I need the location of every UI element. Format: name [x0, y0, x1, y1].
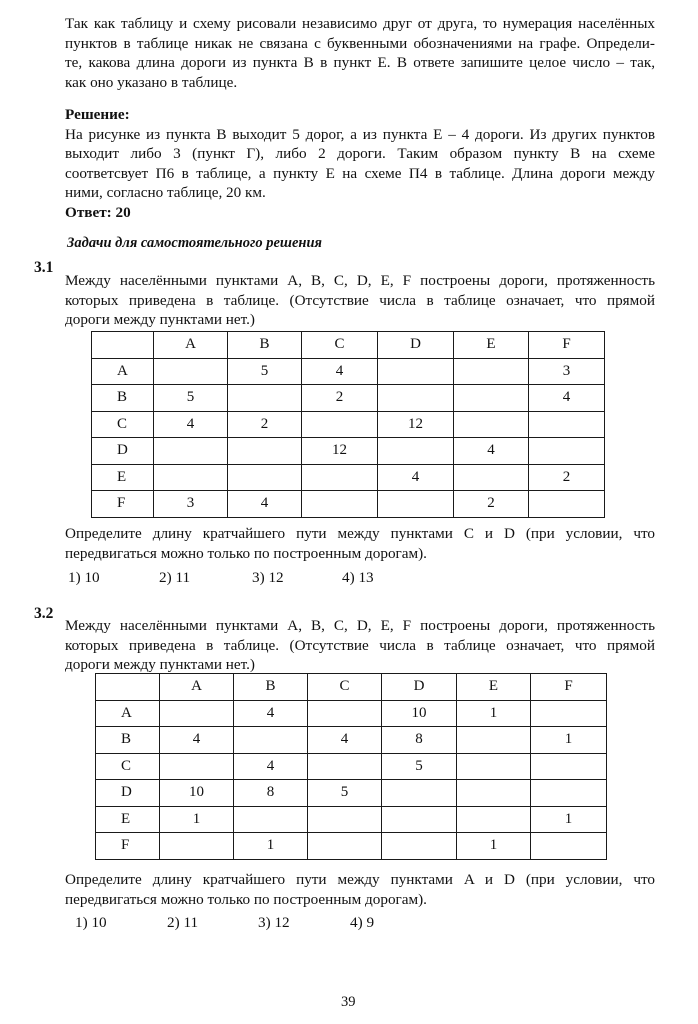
distance-cell: [454, 385, 529, 412]
task-question: [65, 524, 655, 563]
answer-option[interactable]: 2) 11: [159, 569, 191, 586]
distance-cell: [302, 411, 378, 438]
column-header-cell: E: [457, 674, 531, 701]
column-header-cell: A: [154, 332, 228, 359]
distance-cell: [454, 358, 529, 385]
distance-cell: [160, 833, 234, 860]
intro-line: те, какова длина дороги из пункта В в пункт Е. В ответе запишите целое число – так,: [65, 54, 655, 71]
task-intro-line: которых приведена в таблице. (Отсутствие числа в таблице означает, что прямой: [65, 636, 655, 654]
distance-cell: [308, 833, 382, 860]
distance-cell: [457, 806, 531, 833]
row-header-cell: D: [92, 438, 154, 465]
distance-cell: 3: [154, 491, 228, 518]
table-corner-cell: [96, 674, 160, 701]
distance-cell: [234, 806, 308, 833]
task-intro-line: дороги между пунктами нет.): [65, 311, 255, 328]
distance-cell: [302, 491, 378, 518]
distance-cell: 4: [529, 385, 605, 412]
page-number: 39: [341, 994, 356, 1010]
distance-cell: [382, 780, 457, 807]
intro-paragraph: [65, 14, 655, 92]
task-question-line: Определите длину кратчайшего пути между пунктами C и D (при условии, что: [65, 525, 655, 542]
answer-option[interactable]: 4) 13: [342, 569, 374, 586]
distance-cell: [234, 727, 308, 754]
distance-cell: 1: [531, 727, 607, 754]
distance-cell: 1: [457, 833, 531, 860]
row-header-cell: F: [92, 491, 154, 518]
distance-cell: 3: [529, 358, 605, 385]
answer-option[interactable]: 1) 10: [75, 914, 107, 931]
distance-table: [95, 673, 607, 860]
task-number: 3.1: [34, 259, 54, 276]
solution-line: выходит либо 3 (пункт Г), либо 2 дороги. Таким образом пункту В на схеме: [65, 145, 655, 162]
distance-cell: [154, 464, 228, 491]
distance-cell: 4: [378, 464, 454, 491]
distance-cell: 1: [160, 806, 234, 833]
column-header-cell: C: [302, 332, 378, 359]
distance-cell: [378, 358, 454, 385]
table-row: [96, 753, 607, 780]
row-header-cell: B: [92, 385, 154, 412]
row-header-cell: D: [96, 780, 160, 807]
task-question-line: передвигаться можно только по построенным дорогам).: [65, 890, 427, 908]
distance-cell: [454, 464, 529, 491]
distance-cell: 2: [302, 385, 378, 412]
distance-cell: 5: [382, 753, 457, 780]
column-header-cell: B: [228, 332, 302, 359]
row-header-cell: B: [96, 727, 160, 754]
distance-cell: [531, 753, 607, 780]
column-header-cell: D: [378, 332, 454, 359]
table-row: [92, 385, 605, 412]
answer-option[interactable]: 1) 10: [68, 569, 100, 586]
row-header-cell: F: [96, 833, 160, 860]
distance-cell: [378, 491, 454, 518]
distance-cell: [308, 806, 382, 833]
column-header-cell: F: [529, 332, 605, 359]
answer-option[interactable]: 3) 12: [252, 569, 284, 586]
distance-cell: [308, 753, 382, 780]
column-header-cell: A: [160, 674, 234, 701]
task-question-line: Определите длину кратчайшего пути между пунктами A и D (при условии, что: [65, 871, 655, 888]
section-heading: Задачи для самостоятельного решения: [67, 235, 322, 251]
distance-cell: 1: [457, 700, 531, 727]
solution-line: соответсвует П6 в таблице, а пункту Е на схеме П4 в таблице. Длина дороги между: [65, 164, 655, 182]
distance-cell: [308, 700, 382, 727]
distance-cell: [531, 833, 607, 860]
distance-cell: 4: [302, 358, 378, 385]
row-header-cell: E: [92, 464, 154, 491]
row-header-cell: A: [96, 700, 160, 727]
distance-table: [91, 331, 605, 518]
distance-cell: [382, 806, 457, 833]
distance-cell: [457, 727, 531, 754]
distance-cell: 4: [234, 753, 308, 780]
table-row: [96, 806, 607, 833]
table-row: [92, 491, 605, 518]
distance-cell: 1: [234, 833, 308, 860]
table-header-row: [92, 332, 605, 359]
table-row: [92, 358, 605, 385]
column-header-cell: B: [234, 674, 308, 701]
distance-cell: [160, 700, 234, 727]
task-intro-line: которых приведена в таблице. (Отсутствие числа в таблице означает, что прямой: [65, 291, 655, 309]
column-header-cell: E: [454, 332, 529, 359]
distance-cell: [529, 438, 605, 465]
row-header-cell: C: [92, 411, 154, 438]
distance-cell: [228, 438, 302, 465]
distance-cell: 4: [234, 700, 308, 727]
distance-cell: 10: [160, 780, 234, 807]
distance-cell: [531, 780, 607, 807]
distance-cell: [529, 411, 605, 438]
distance-cell: 4: [308, 727, 382, 754]
distance-cell: 8: [234, 780, 308, 807]
table-row: [92, 411, 605, 438]
distance-cell: [154, 358, 228, 385]
solution-line: ними, согласно таблице, 20 км.: [65, 184, 266, 201]
table-header-row: [96, 674, 607, 701]
row-header-cell: A: [92, 358, 154, 385]
table-row: [96, 727, 607, 754]
distance-cell: 2: [529, 464, 605, 491]
task-intro: [65, 616, 655, 675]
intro-line: Так как таблицу и схему рисовали независимо друг от друга, то нумерация населённых: [65, 15, 655, 32]
task-intro-line: Между населёнными пунктами A, B, C, D, E, F построены дороги, протяженность: [65, 617, 655, 634]
table-row: [96, 700, 607, 727]
distance-cell: [154, 438, 228, 465]
distance-cell: [454, 411, 529, 438]
row-header-cell: E: [96, 806, 160, 833]
distance-cell: [529, 491, 605, 518]
distance-cell: 5: [308, 780, 382, 807]
table-corner-cell: [92, 332, 154, 359]
task-question-line: передвигаться можно только по построенным дорогам).: [65, 544, 427, 562]
distance-cell: 5: [154, 385, 228, 412]
table-row: [92, 464, 605, 491]
row-header-cell: C: [96, 753, 160, 780]
distance-cell: 12: [378, 411, 454, 438]
distance-cell: 4: [228, 491, 302, 518]
distance-cell: 1: [531, 806, 607, 833]
intro-line: пунктов в таблице никак не связана с буквенными обозначениями на графе. Определи-: [65, 34, 655, 52]
distance-cell: [160, 753, 234, 780]
column-header-cell: F: [531, 674, 607, 701]
distance-cell: 4: [160, 727, 234, 754]
distance-cell: 8: [382, 727, 457, 754]
task-intro-line: дороги между пунктами нет.): [65, 656, 255, 673]
distance-cell: 12: [302, 438, 378, 465]
solution-line: На рисунке из пункта В выходит 5 дорог, а из пункта Е – 4 дороги. Из других пунктов: [65, 125, 655, 143]
distance-cell: 4: [154, 411, 228, 438]
distance-cell: 2: [454, 491, 529, 518]
task-intro: [65, 271, 655, 330]
column-header-cell: C: [308, 674, 382, 701]
distance-cell: [302, 464, 378, 491]
distance-cell: [228, 385, 302, 412]
intro-line: как оно указано в таблице.: [65, 73, 238, 91]
task-intro-line: Между населёнными пунктами A, B, C, D, E, F построены дороги, протяженность: [65, 272, 655, 289]
distance-cell: [378, 438, 454, 465]
distance-cell: [457, 753, 531, 780]
distance-cell: 5: [228, 358, 302, 385]
distance-cell: [378, 385, 454, 412]
solution-label: Решение:: [65, 106, 130, 123]
answer-option[interactable]: 3) 12: [258, 914, 290, 931]
solution-answer: Ответ: 20: [65, 203, 131, 221]
distance-cell: [228, 464, 302, 491]
table-row: [96, 780, 607, 807]
table-row: [96, 833, 607, 860]
solution-block: [65, 105, 655, 222]
answer-option[interactable]: 4) 9: [350, 914, 375, 931]
distance-cell: 10: [382, 700, 457, 727]
task-question: [65, 870, 655, 909]
distance-cell: 4: [454, 438, 529, 465]
distance-cell: [457, 780, 531, 807]
column-header-cell: D: [382, 674, 457, 701]
distance-cell: [382, 833, 457, 860]
table-row: [92, 438, 605, 465]
distance-cell: [531, 700, 607, 727]
task-number: 3.2: [34, 605, 54, 622]
answer-option[interactable]: 2) 11: [167, 914, 199, 931]
distance-cell: 2: [228, 411, 302, 438]
